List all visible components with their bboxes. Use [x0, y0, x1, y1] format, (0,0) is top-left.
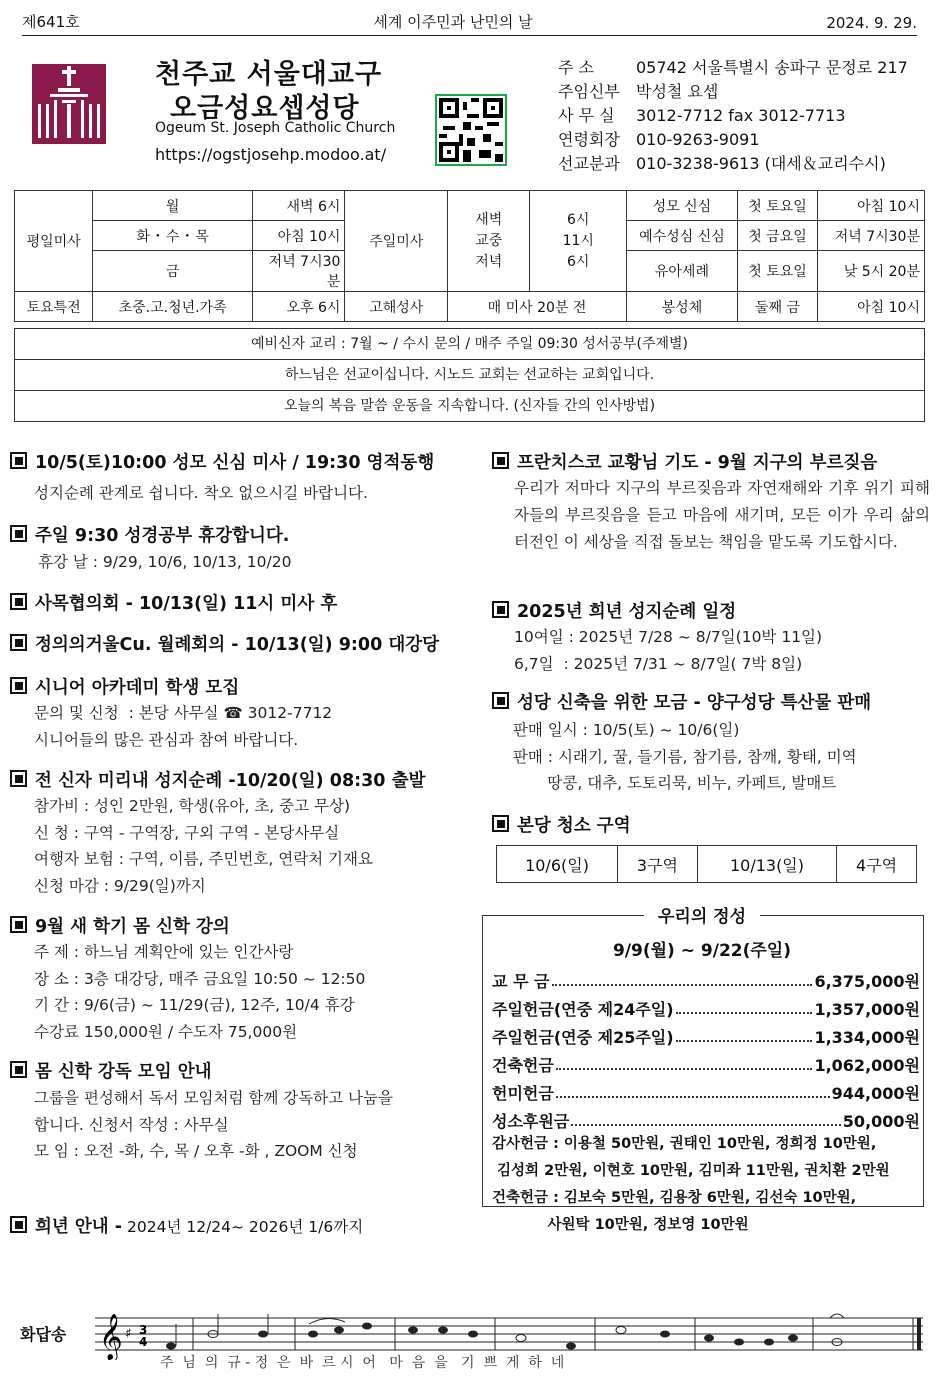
devotion-day-cell: 첫 토요일 [737, 191, 817, 221]
bullet-square-icon [10, 770, 27, 787]
day-cell: 월 [93, 191, 253, 221]
section-body: 10여일 : 2025년 7/28 ~ 8/7일(10박 11일) 6,7일 : 2025년 7/31 ~ 8/7일( 7박 8일) [514, 628, 823, 673]
section-body: 판매 일시 : 10/5(토) ~ 10/6(일) 판매 : 시래기, 꿀, 들기름, 참기름, 참깨, 황태, 미역 땅콩, 대추, 도토리묵, 비누, 카페트, 발매트 [512, 721, 857, 792]
church-logo [32, 64, 106, 144]
section-title-text: 성당 신축을 위한 모금 - 양구성당 특산물 판매 [517, 693, 872, 713]
cleaning-cell: 10/13(일) [697, 846, 836, 883]
info-label: 연령회장 [558, 130, 620, 149]
sunday-mass-name: 교중 [475, 232, 503, 249]
section-title [10, 913, 475, 938]
offering-row [492, 1078, 920, 1106]
bullet-square-icon [492, 601, 509, 618]
communion-day: 둘째 금 [737, 292, 817, 322]
notice-line: 오늘의 복음 말씀 운동을 지속합니다. (신자들 간의 인사방법) [283, 398, 656, 414]
section-title [10, 1058, 475, 1083]
offering-row [492, 966, 920, 994]
weekday-mass-label: 평일미사 [15, 191, 93, 292]
bullet-square-icon [492, 452, 509, 469]
saturday-who: 초중.고.청년.가족 [93, 292, 253, 322]
dot-leader [676, 1002, 813, 1014]
day-cell: 금 [93, 251, 253, 292]
offering-period: 9/9(월) ~ 9/22(주일) [613, 941, 791, 961]
devotion-cell: 성모 신심 [627, 191, 738, 221]
info-row [558, 104, 908, 128]
section-title-text: 희년 안내 - [35, 1217, 123, 1237]
info-label: 주임신부 [558, 82, 620, 101]
offering-row [492, 1050, 920, 1078]
section-title-text: 9월 새 학기 몸 신학 강의 [35, 917, 230, 937]
info-value: 박성철 요셉 [636, 82, 719, 101]
time-cell: 아침 10시 [252, 221, 345, 251]
offering-row [492, 1106, 920, 1134]
info-label: 선교분과 [558, 154, 620, 173]
sunday-mass-name: 저녁 [475, 253, 503, 270]
info-row [558, 128, 908, 152]
bullet-square-icon [10, 677, 27, 694]
day-cell: 화 ･ 수 ･ 목 [93, 221, 253, 251]
info-value: 3012-7712 fax 3012-7713 [636, 106, 846, 125]
section-title [492, 598, 932, 623]
svg-text:♯: ♯ [125, 1326, 132, 1342]
theme-title: 세계 이주민과 난민의 날 [373, 13, 533, 31]
sunday-mass-time: 6시 [567, 253, 590, 270]
bullet-square-icon [10, 1061, 27, 1078]
section-body: 그룹을 편성해서 독서 모임처럼 함께 강독하고 나눔을 합니다. 신청서 작성 : 사무실 모 임 : 오전 -화, 수, 목 / 오후 -화 , ZOOM 신청 [34, 1089, 393, 1160]
dot-leader [556, 1086, 830, 1098]
section-title [10, 590, 475, 615]
cleaning-cell: 3구역 [618, 846, 698, 883]
section-body: 주 제 : 하느님 계획안에 있는 인간사랑 장 소 : 3층 대강당, 매주 금요일 10:50 ~ 12:50 기 간 : 9/6(금) ~ 11/29(금), 12주, 10/4 휴강 수강료 150,000원 / 수도자 75,000원 [34, 943, 366, 1041]
bullet-square-icon [10, 525, 27, 542]
section-title [10, 631, 475, 656]
section-body: 우리가 저마다 지구의 부르짖음과 자연재해와 기후 위기 피해자들의 부르짖음을 듣고 마음에 새기며, 모든 이가 우리 삶의 터전인 이 세상을 직접 돌보는 책임을 맡도록 기도합시다. [514, 479, 930, 551]
communion-time: 아침 10시 [818, 292, 925, 322]
section-title-text: 전 신자 미리내 성지순례 -10/20(일) 08:30 출발 [35, 771, 426, 791]
hymn-lyrics: 주 님 의 규 - 정 은 바 르 시 어 마 음 을 기 쁘 게 하 네 [160, 1355, 565, 1371]
section-title [492, 812, 932, 837]
dot-leader [571, 1114, 841, 1126]
cleaning-cell: 10/6(일) [497, 846, 618, 883]
mass-schedule-table [14, 190, 925, 322]
offering-label: 건축헌금 [492, 1055, 554, 1075]
notice-box [14, 328, 925, 422]
saturday-label: 토요특전 [15, 292, 93, 322]
offering-title-text: 우리의 정성 [644, 907, 760, 927]
devotion-time-cell: 낮 5시 20분 [818, 251, 925, 292]
section-title-text: 정의의거울Cu. 월례회의 - 10/13(일) 9:00 대강당 [35, 635, 440, 655]
section-body: 문의 및 신청 : 본당 사무실 ☎ 3012-7712 시니어들의 많은 관심과 참여 바랍니다. [34, 704, 333, 749]
sunday-mass-names [448, 191, 530, 292]
time-cell: 새벽 6시 [252, 191, 345, 221]
offering-amount: 1,357,000원 [814, 999, 920, 1019]
section-title-text: 2025년 희년 성지순례 일정 [517, 602, 737, 622]
church-name-en: Ogeum St. Joseph Catholic Church [155, 120, 396, 136]
confession-label: 고해성사 [345, 292, 448, 322]
svg-text:3: 3 [139, 1323, 148, 1337]
hymn-label: 화답송 [20, 1325, 67, 1344]
offering-label: 헌미헌금 [492, 1083, 554, 1103]
bullet-square-icon [492, 692, 509, 709]
dot-leader [552, 974, 813, 986]
bullet-square-icon [10, 634, 27, 651]
cleaning-table [496, 845, 917, 883]
church-logo-icon [32, 64, 106, 144]
offering-donors: 감사헌금 : 이용철 50만원, 권태인 10만원, 정희정 10만원, 김성희 2만원, 이현호 10만원, 김미좌 11만원, 권치환 2만원 건축헌금 : 김보숙 5만원, 김용창 6만원, 김선숙 10만원, 사원탁 10만원, 정보영 10만원 [492, 1136, 890, 1233]
church-info [558, 56, 908, 176]
devotion-day-cell: 첫 토요일 [737, 251, 817, 292]
section-body: 휴강 날 : 9/29, 10/6, 10/13, 10/20 [38, 553, 292, 571]
svg-text:𝄞: 𝄞 [99, 1314, 123, 1360]
cleaning-cell: 4구역 [837, 846, 917, 883]
section-title-text: 몸 신학 강독 모임 안내 [35, 1062, 212, 1082]
qr-code-icon [439, 98, 503, 162]
notice-line: 예비신자 교리 : 7월 ~ / 수시 문의 / 매주 주일 09:30 성서공부(주제별) [15, 329, 924, 360]
dot-leader [676, 1030, 813, 1042]
church-name-line2: 오금성요셉성당 [170, 93, 360, 124]
svg-text:4: 4 [139, 1335, 148, 1349]
section-title [492, 689, 932, 714]
offering-title [482, 902, 922, 927]
info-label: 주 소 [558, 58, 594, 77]
offering-amount: 1,062,000원 [814, 1055, 920, 1075]
confession-time: 매 미사 20분 전 [448, 292, 627, 322]
offering-row [492, 994, 920, 1022]
offering-label: 주일헌금(연중 제25주일) [492, 1027, 674, 1047]
info-value: 010-3238-9613 (대세＆교리수시) [636, 154, 886, 173]
section-title [10, 522, 475, 547]
offering-label: 성소후원금 [492, 1111, 570, 1131]
section-title [10, 1213, 475, 1238]
devotion-time-cell: 아침 10시 [818, 191, 925, 221]
offering-row [492, 1022, 920, 1050]
sunday-mass-time: 11시 [562, 232, 594, 249]
info-row [558, 80, 908, 104]
sunday-mass-time: 6시 [567, 211, 590, 228]
section-title-text: 시니어 아카데미 학생 모집 [35, 678, 240, 698]
dot-leader [556, 1058, 813, 1070]
devotion-cell: 유아세례 [627, 251, 738, 292]
bullet-square-icon [492, 815, 509, 832]
notice-line: 하느님은 선교이십니다. 시노드 교회는 선교하는 교회입니다. [15, 360, 924, 391]
info-value: 010-9263-9091 [636, 130, 760, 149]
section-title-text: 본당 청소 구역 [517, 816, 631, 836]
info-label: 사 무 실 [558, 106, 615, 125]
bullet-square-icon [10, 1216, 27, 1233]
info-value: 05742 서울특별시 송파구 문정로 217 [636, 58, 908, 77]
communion-label: 봉성체 [627, 292, 738, 322]
church-url[interactable]: https://ogstjosehp.modoo.at/ [155, 145, 387, 164]
sunday-mass-name: 새벽 [475, 211, 503, 228]
sunday-mass-times [530, 191, 627, 292]
devotion-day-cell: 첫 금요일 [737, 221, 817, 251]
bullet-square-icon [10, 452, 27, 469]
bullet-square-icon [10, 593, 27, 610]
header-line [22, 8, 917, 36]
section-title-text: 프란치스코 교황님 기도 - 9월 지구의 부르짖음 [517, 453, 878, 473]
section-title-text: 주일 9:30 성경공부 휴강합니다. [35, 526, 290, 546]
section-title-text: 사목협의회 - 10/13(일) 11시 미사 후 [35, 594, 338, 614]
offering-amount: 50,000원 [842, 1111, 920, 1131]
section-inline-text: 2024년 12/24~ 2026년 1/6까지 [122, 1218, 364, 1236]
offering-amount: 6,375,000원 [814, 971, 920, 991]
qr-code[interactable] [435, 94, 507, 166]
sunday-mass-label: 주일미사 [345, 191, 448, 292]
offering-list [492, 966, 920, 1134]
offering-amount: 1,334,000원 [814, 1027, 920, 1047]
saturday-time: 오후 6시 [252, 292, 345, 322]
section-title [10, 767, 475, 792]
info-row [558, 152, 908, 176]
info-row [558, 56, 908, 80]
issue-date: 2024. 9. 29. [826, 14, 917, 32]
offering-label: 주일헌금(연중 제24주일) [492, 999, 674, 1019]
section-title [492, 449, 932, 474]
section-body: 참가비 : 성인 2만원, 학생(유아, 초, 중고 무상) 신 청 : 구역 - 구역장, 구외 구역 - 본당사무실 여행자 보험 : 구역, 이름, 주민번호, 연락처 기재요 신청 마감 : 9/29(일)까지 [34, 797, 373, 895]
offering-label: 교 무 금 [492, 971, 550, 991]
offering-amount: 944,000원 [831, 1083, 920, 1103]
issue-number: 제641호 [22, 13, 80, 31]
bullet-square-icon [10, 916, 27, 933]
church-name-line1: 천주교 서울대교구 [155, 59, 383, 90]
section-title [10, 674, 475, 699]
section-body: 성지순례 관계로 쉽니다. 착오 없으시길 바랍니다. [34, 484, 368, 502]
devotion-time-cell: 저녁 7시30분 [818, 221, 925, 251]
section-title-text: 10/5(토)10:00 성모 신심 미사 / 19:30 영적동행 [35, 453, 435, 473]
devotion-cell: 예수성심 신심 [627, 221, 738, 251]
time-cell: 저녁 7시30분 [252, 251, 345, 292]
section-title [10, 449, 475, 474]
